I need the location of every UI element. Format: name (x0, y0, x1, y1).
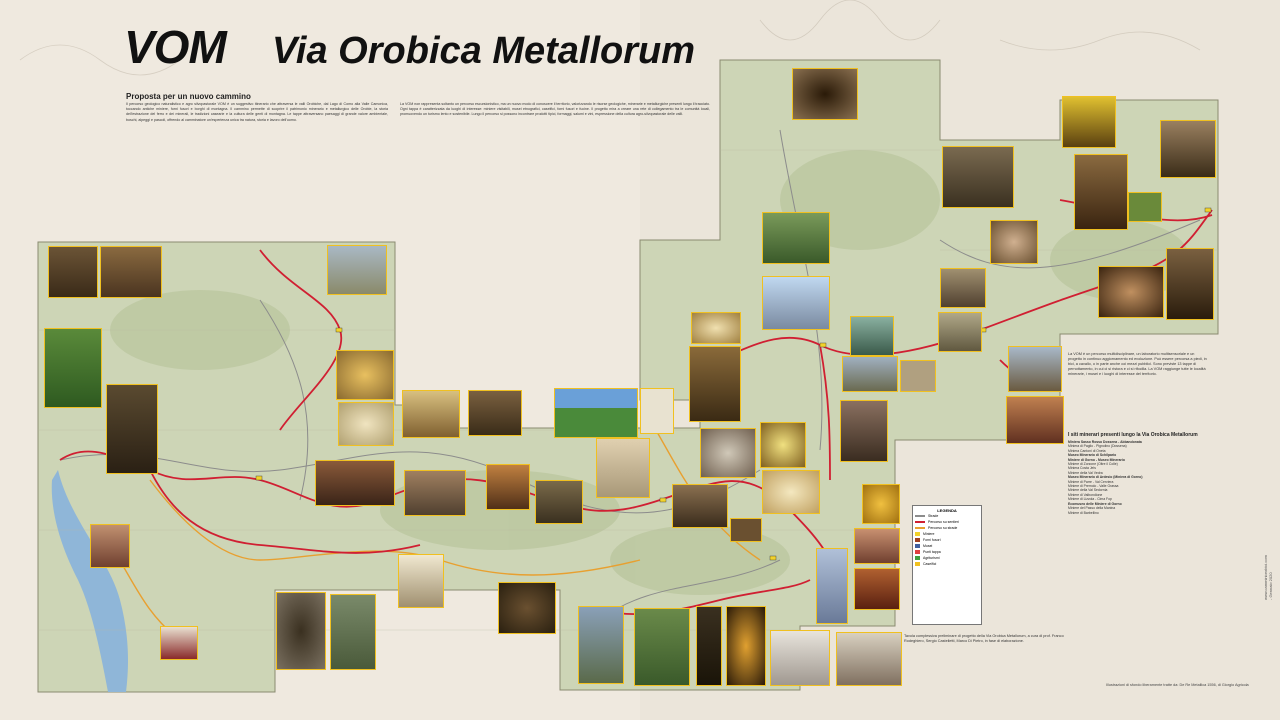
site-item: Ecomuseo delle Miniere di Gorno (1068, 501, 1122, 506)
photo-cheese-maker (315, 460, 395, 506)
site-item: Miniera Costa Jels (1068, 466, 1096, 471)
legend-label: Musei (923, 544, 933, 548)
photo-village-wall (596, 438, 650, 498)
photo-sausages (854, 568, 900, 610)
site-item: Miniere di Gorno - Museo Minerario (1068, 457, 1125, 462)
intro-text-column-2: La VOM non rappresenta soltanto un percorso escursionistico, ma un nuovo modo di conoscere il territorio, valorizzando le risorse geologiche, minerarie e metallurgiche presenti lungo il tracciato. Ogni tappa è caratterizzata da luoghi di interesse: miniere visitabili, musei etnografici, caseifici, forni fusori e fucine. Il progetto mira a creare una rete di collegamento tra le comunità locali, promuovendo un turismo lento e sostenibile. Lungo il percorso si possono incontrare prodotti tipici, formaggi, salumi e vini, espressione della cultura agro-silvopastorale delle valli. (400, 102, 710, 117)
photo-cellar-small (730, 518, 762, 542)
map-credit: Tavola complessiva preliminare di progetto della Via Orobica Metallorum, a cura di prof. Franco Rodeghiero, Sergio Castelletti, Marco Di Pietro, in fase di elaborazione. (904, 634, 1064, 643)
legend-label: Punti tappa (923, 550, 941, 554)
map-legend (912, 505, 982, 625)
photo-mine-room (672, 484, 728, 528)
illustration-footnote: Illustrazioni di sfondo liberamente tratte da: De Re Metallica 1556, di Giorgio Agricola (1106, 683, 1249, 687)
site-item: Miniera di Paglio - Pignolino (Dossena) (1068, 444, 1127, 449)
photo-wine-bottles (160, 626, 198, 660)
site-item: Miniere di Lizzola - Cima Fop (1068, 497, 1112, 502)
photo-madonna-statue (816, 548, 848, 624)
legend-label: Percorso su strade (928, 526, 958, 530)
site-item: Museo Minerario di Ardesio (Miniera di Gorno) (1068, 475, 1143, 480)
page-subtitle: Via Orobica Metallorum (272, 30, 696, 72)
site-item: Miniere di Premolo - Valle Grassa (1068, 484, 1119, 489)
photo-tower (578, 606, 624, 684)
site-item: Miniere di Zorzone (Oltre il Colle) (1068, 462, 1118, 467)
photo-interior-door (840, 400, 888, 462)
photo-cheese-1 (338, 402, 394, 446)
photo-mine-tunnel-4 (1166, 248, 1214, 320)
site-item: Miniere di Valbondione (1068, 492, 1103, 497)
legend-label: Agriturismi (923, 556, 940, 560)
photo-alpine-pasture (554, 388, 638, 438)
photo-biscuits (762, 470, 820, 514)
photo-museum-display (1006, 396, 1064, 444)
photo-minerals (700, 428, 756, 478)
legend-label: Forni fusori (923, 538, 941, 542)
photo-mine-tunnel-3 (1098, 266, 1164, 318)
photo-mine-entrance-1 (48, 246, 98, 298)
legend-title: LEGENDA (937, 508, 957, 513)
legend-label: Percorso su sentieri (928, 520, 959, 524)
photo-drawing (640, 388, 674, 434)
photo-forest-path (44, 328, 102, 408)
photo-museum-room (770, 630, 830, 686)
photo-crystal (760, 422, 806, 468)
photo-mountain-valley (327, 245, 387, 295)
photo-hands-rock (990, 220, 1038, 264)
photo-forge (942, 146, 1014, 208)
photo-mine-cart-yellow (1062, 96, 1116, 148)
photo-mine-gallery (106, 384, 158, 474)
legend-label: Miniere (923, 532, 935, 536)
intro-heading: Proposta per un nuovo cammino (126, 92, 251, 101)
right-description: La VOM è un percorso multidisciplinare, un laboratorio multisensoriale e un progetto in continuo aggiornamento ed evoluzione. Può essere percorsa a piedi, in bici, a cavallo, o in parte anche coi mezzi pubblici. Sono previste 13 tappe di pernottamento, in cui ci si ristora e ci si rifocilla. La VOM raggiunge tutte le località minerarie, i musei e i luoghi di interesse del territorio. (1068, 352, 1207, 376)
intro-text-column-1: Il percorso geologico naturalistico e agro silvopastorale VOM è un suggestivo itinerario che attraversa le valli Orobiche, dal Lago di Como alla Valle Camonica, toccando antiche miniere, forni fusori e borghi di montagna. Il cammino permette di scoprire il patrimonio minerario e metallurgico delle Orobie, la storia dell'estrazione del ferro e dei minerali, le tradizioni casearie e la cultura delle genti di montagna. Le tappe attraversano paesaggi di grande valore ambientale, boschi, alpeggi e pascoli, offrendo al camminatore un'esperienza unica tra natura, storia e lavoro dell'uomo. (126, 102, 388, 122)
site-item: Miniere di Parre - Val Cerviera (1068, 479, 1114, 484)
page-title: VOM (124, 21, 226, 73)
photo-mine-tunnel-1 (100, 246, 162, 298)
photo-stone-figure (900, 360, 936, 392)
sites-heading: I siti minerari presenti lungo la Via Orobica Metallorum (1068, 432, 1198, 438)
photo-town-buildings (1008, 346, 1062, 392)
photo-cave-entrance (792, 68, 858, 120)
photo-snowy-peaks (762, 276, 830, 330)
photo-stone-arch (276, 592, 326, 670)
site-item: Miniere della Val Sedornia (1068, 488, 1108, 493)
legend-row (915, 561, 979, 567)
photo-mine-shaft (1074, 154, 1128, 230)
photo-mine-cart (535, 480, 583, 524)
legend-label: Strade (928, 514, 939, 518)
site-item: Museo Minerario di Schilpario (1068, 453, 1117, 458)
site-item: Miniere della Val Vedra (1068, 470, 1103, 475)
site-item: Miniere di Barbellino (1068, 510, 1099, 515)
photo-carving (634, 608, 690, 686)
photo-mushrooms (498, 582, 556, 634)
photo-mine-tunnel-2 (468, 390, 522, 436)
photo-polenta (862, 484, 900, 524)
legend-label: Caseifici (923, 562, 937, 566)
photo-mine-door (696, 606, 722, 686)
photo-rock-detail (938, 312, 982, 352)
photo-salami (90, 524, 130, 568)
photo-mine-interior (404, 470, 466, 516)
photo-museum-table (836, 632, 902, 686)
photo-stone-monument (330, 594, 376, 670)
photo-cheese-2 (402, 390, 460, 438)
photo-green-slope (1128, 192, 1162, 222)
photo-pasta-dish (336, 350, 394, 400)
photo-hands-craft (854, 528, 900, 564)
vertical-credit: www.camminiorobici.com - Gennaio 2020 (1263, 555, 1273, 600)
site-item: Miniera Sasso Rosso Dossena - Abbandonata (1068, 440, 1142, 444)
photo-miner (486, 464, 530, 510)
photo-church-village (842, 356, 898, 392)
photo-cheese-block (398, 554, 444, 608)
photo-rock-face (940, 268, 986, 308)
photo-goats (762, 212, 830, 264)
photo-mine-light (726, 606, 766, 686)
photo-miner-tools (1160, 120, 1216, 178)
site-item: Miniere del Passo della Manina (1068, 506, 1116, 511)
photo-waterfall (850, 316, 894, 356)
sites-list (1068, 440, 1208, 515)
site-item: Miniera Cantoni di Oneta (1068, 448, 1106, 453)
